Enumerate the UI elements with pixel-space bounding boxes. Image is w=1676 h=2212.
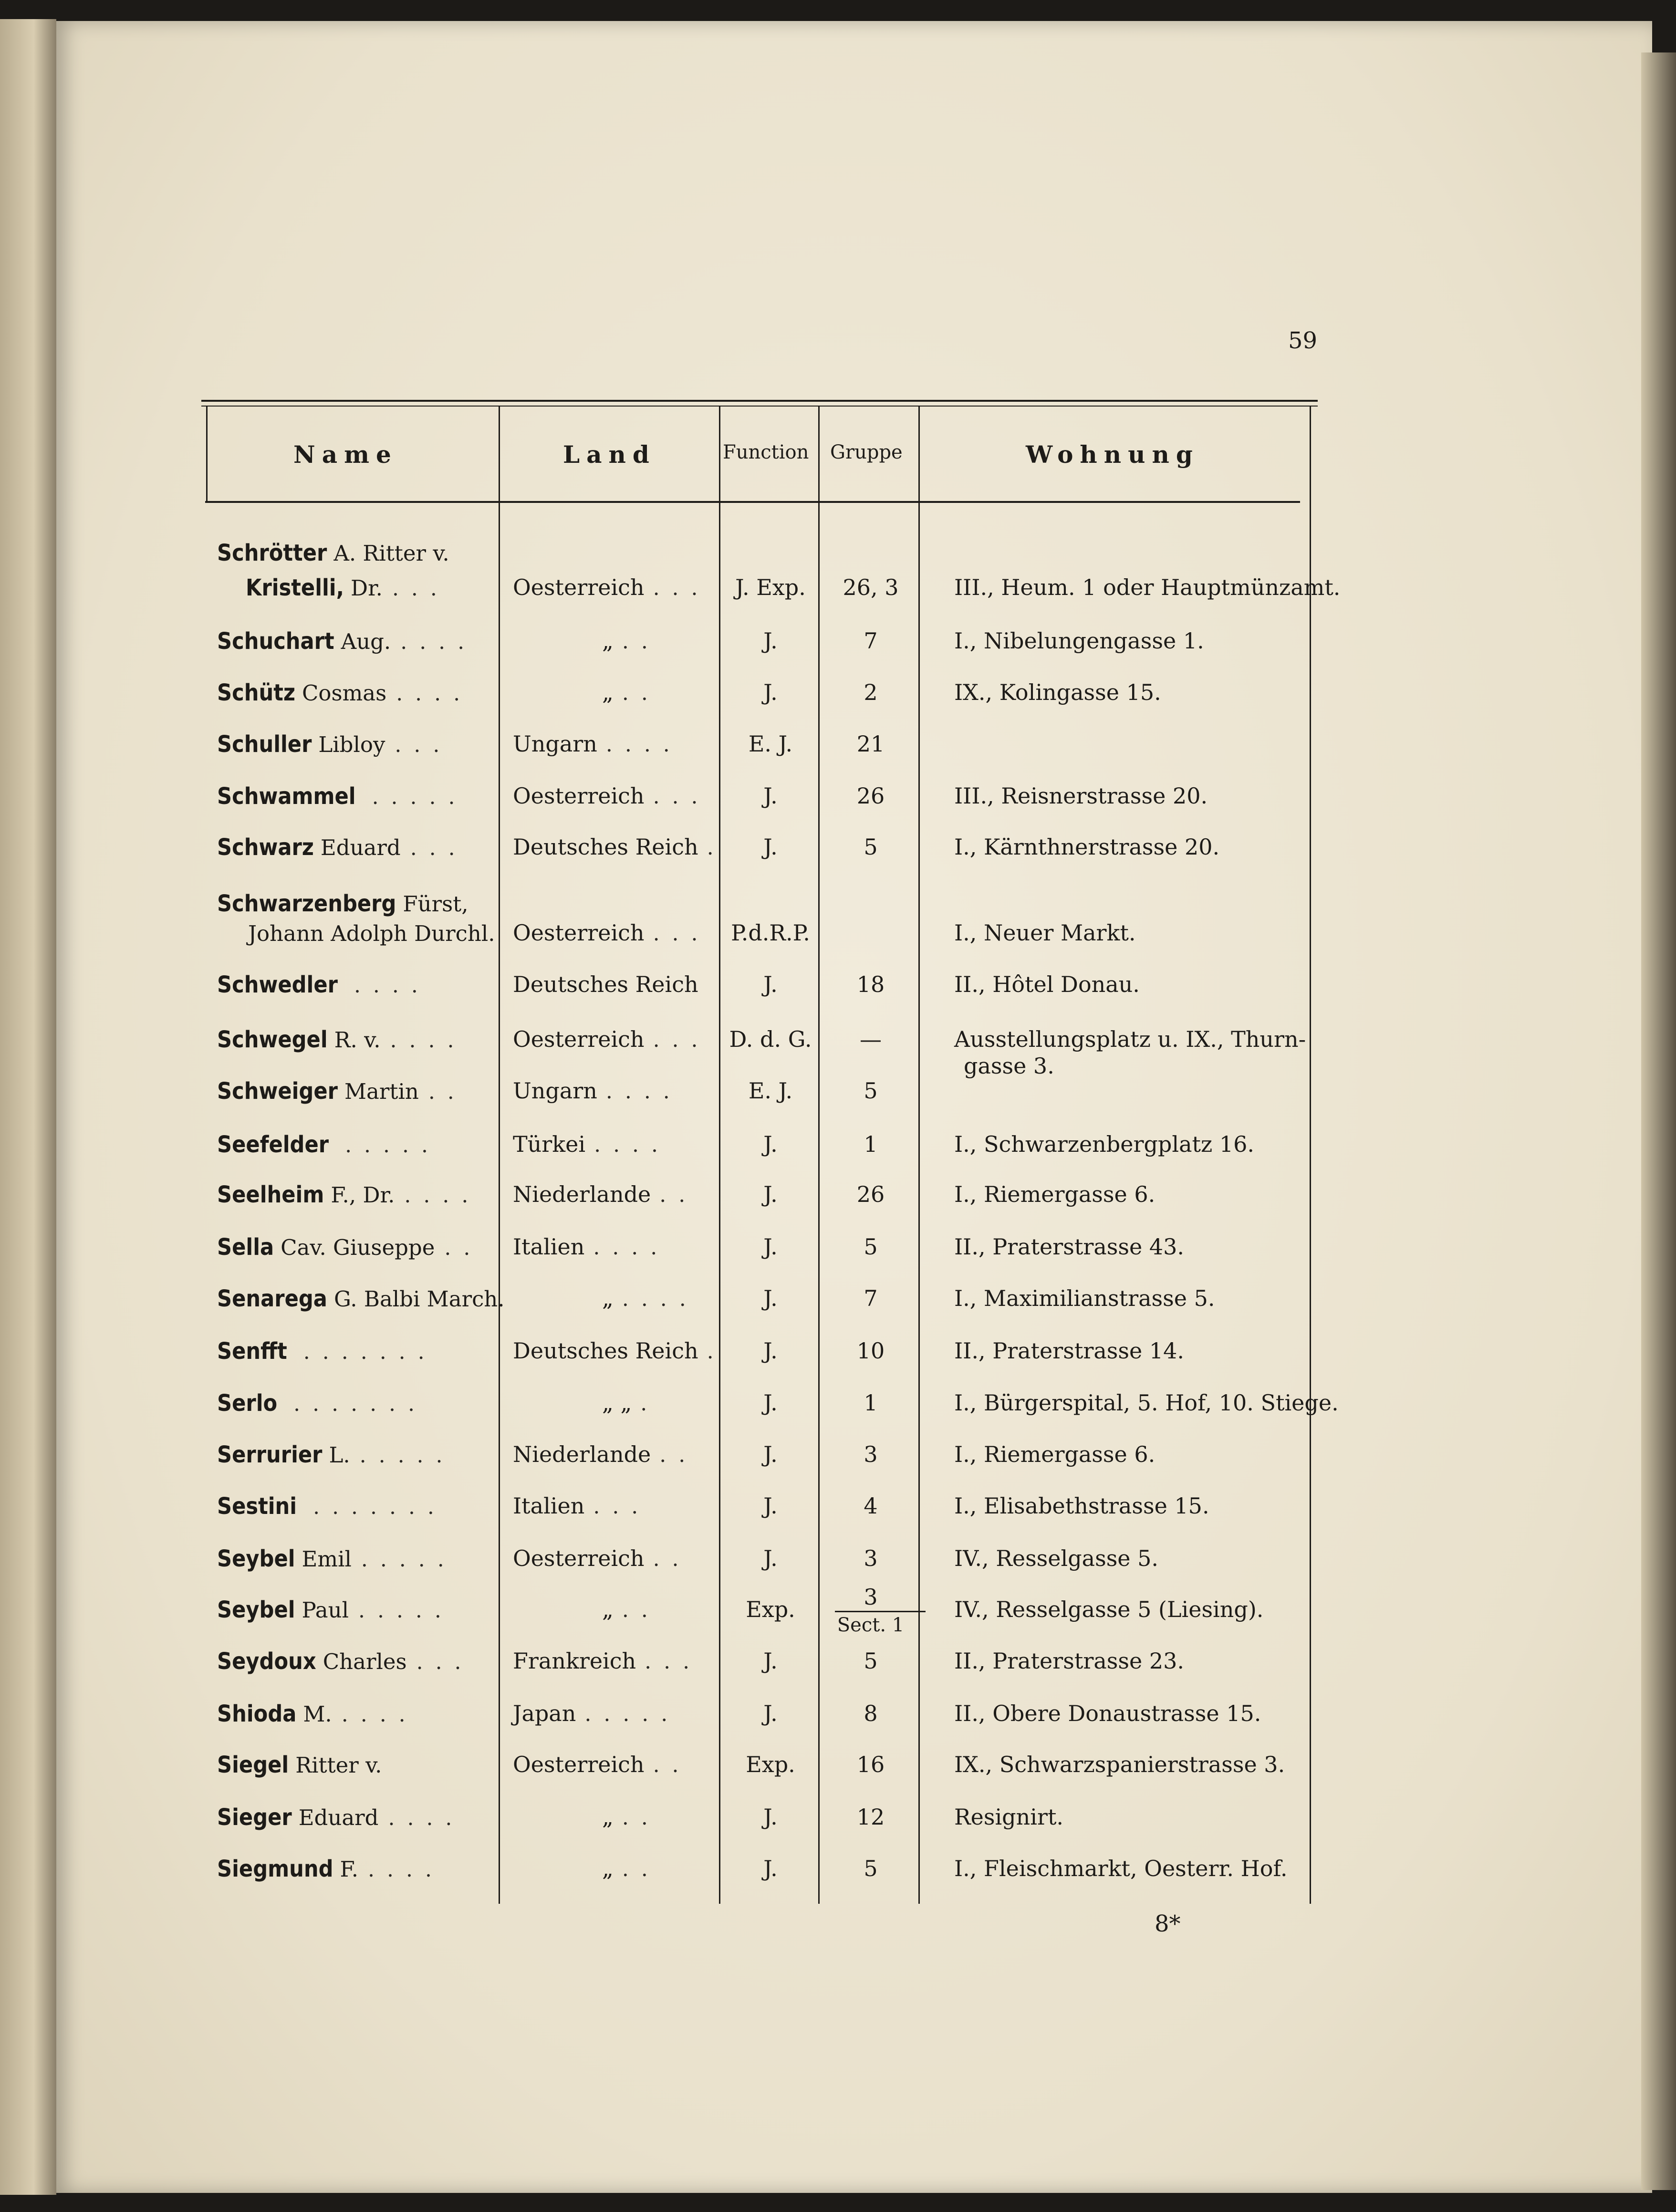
wohnung-cell: IX., Schwarzspanierstrasse 3. <box>954 1752 1285 1777</box>
function-cell: J. <box>763 1338 778 1364</box>
land: Deutsches Reich <box>513 971 698 997</box>
name-cell <box>217 1547 447 1570</box>
leader-dots: . . <box>428 1080 457 1104</box>
given-name: Cosmas <box>302 680 387 706</box>
leader-dots: . . . <box>416 1650 464 1674</box>
wohnung-cell: II., Praterstrasse 14. <box>954 1338 1184 1364</box>
land: Oesterreich <box>513 574 645 600</box>
function-cell: J. <box>763 1285 778 1311</box>
surname: Schweiger <box>217 1078 338 1105</box>
land-cell <box>513 1443 688 1466</box>
surname: Serrurier <box>217 1441 323 1468</box>
gruppe-cell: 3 <box>864 1545 878 1571</box>
land-cell <box>513 1495 641 1517</box>
given-name: R. v. <box>334 1027 381 1053</box>
leader-dots: . . <box>653 1753 682 1777</box>
land: „ <box>602 628 614 654</box>
leader-dots: . . . . <box>622 1287 689 1311</box>
wohnung-cell: III., Heum. 1 oder Hauptmünzamt. <box>954 574 1341 600</box>
land-cell <box>513 836 717 858</box>
function-cell: J. <box>763 971 778 997</box>
name-cell <box>217 1443 446 1466</box>
leader-dots: . . . . <box>390 1028 457 1053</box>
wohnung-cell: I., Bürgerspital, 5. Hof, 10. Stiege. <box>954 1390 1339 1416</box>
given-name: Eduard <box>320 835 401 860</box>
table-row <box>0 1495 1676 1528</box>
table-row <box>0 1650 1676 1683</box>
surname: Schwarz <box>217 834 314 861</box>
land-cell <box>602 681 651 704</box>
name-cell <box>217 1495 437 1518</box>
given-name: Aug. <box>341 629 391 654</box>
wohnung-cell: II., Praterstrasse 23. <box>954 1648 1184 1674</box>
given-name: Eduard <box>298 1805 379 1830</box>
header-function: Function <box>723 441 809 463</box>
name-cell <box>217 1028 457 1051</box>
table-header-rule <box>205 501 1300 503</box>
gruppe-cell: 8 <box>864 1701 878 1726</box>
header-gruppe: Gruppe <box>830 441 903 463</box>
function-cell: J. <box>763 1131 778 1157</box>
gruppe-cell: 5 <box>864 1648 878 1674</box>
land: Italien <box>513 1234 585 1260</box>
name-cell <box>217 973 421 996</box>
name-cell <box>217 1183 471 1206</box>
leader-dots: . . . . . <box>358 1598 444 1623</box>
leader-dots: . . . . . . . <box>293 1392 417 1416</box>
table-row <box>0 576 1676 610</box>
leader-dots: . . <box>444 1236 473 1260</box>
function-cell: J. <box>763 679 778 705</box>
leader-dots: . . . . . <box>584 1702 671 1726</box>
given-name: Ritter v. <box>295 1753 382 1778</box>
table-row <box>0 1857 1676 1891</box>
land-cell <box>513 1133 661 1156</box>
name-cell <box>217 1236 473 1259</box>
land: „ <box>602 679 614 705</box>
leader-dots: . . . . <box>594 1133 661 1157</box>
surname: Seelheim <box>217 1181 324 1208</box>
wohnung-cell: I., Elisabethstrasse 15. <box>954 1493 1209 1519</box>
function-cell: Exp. <box>746 1752 795 1777</box>
wohnung-cell: Ausstellungsplatz u. IX., Thurn- <box>954 1026 1306 1052</box>
surname: Schwarzenberg <box>217 890 396 917</box>
land-cell <box>513 1340 717 1362</box>
given-name: Emil <box>302 1546 352 1572</box>
land-cell <box>513 1236 660 1258</box>
leader-dots: . . . . <box>593 1235 660 1260</box>
land: Niederlande <box>513 1441 651 1467</box>
land: Oesterreich <box>513 920 645 946</box>
leader-dots: . . <box>622 1598 651 1622</box>
land-cell <box>602 1392 650 1414</box>
table-row <box>0 733 1676 766</box>
table-row <box>0 1340 1676 1373</box>
table-row <box>0 630 1676 663</box>
leader-dots: . . . . . . . <box>313 1495 437 1519</box>
land-cell <box>602 1857 651 1880</box>
surname: Senfft <box>217 1338 287 1365</box>
leader-dots: . . <box>659 1183 688 1207</box>
surname: Sella <box>217 1234 274 1261</box>
leader-dots: . . . <box>653 921 701 946</box>
wohnung-cell: II., Hôtel Donau. <box>954 971 1140 997</box>
name-cell <box>217 1287 514 1310</box>
surname: Schütz <box>217 679 295 706</box>
wohnung-cell: I., Nibelungengasse 1. <box>954 628 1204 654</box>
surname: Seydoux <box>217 1648 316 1675</box>
gruppe-cell: 4 <box>864 1493 878 1519</box>
gruppe-cell: 21 <box>856 731 885 757</box>
leader-dots: . . . . <box>605 1079 673 1104</box>
land: „ „ <box>602 1390 632 1416</box>
gruppe-cell: 26 <box>856 783 885 809</box>
gruppe-cell: 26 <box>856 1181 885 1207</box>
name-cell <box>217 836 458 859</box>
land-cell <box>513 922 701 944</box>
name-cell <box>248 922 505 945</box>
function-cell: J. <box>763 1181 778 1207</box>
function-cell: J. Exp. <box>735 574 806 600</box>
wohnung-cell: I., Maximilianstrasse 5. <box>954 1285 1215 1311</box>
leader-dots: . . . <box>395 733 443 757</box>
gruppe-cell: — <box>860 1026 882 1052</box>
gruppe-cell: 5 <box>864 1234 878 1260</box>
land: Oesterreich <box>513 783 645 809</box>
table-row <box>0 1080 1676 1113</box>
wohnung-cell: I., Fleischmarkt, Oesterr. Hof. <box>954 1856 1288 1881</box>
gruppe-cell: 5 <box>864 1078 878 1104</box>
name-cell <box>217 1857 435 1880</box>
function-cell: J. <box>763 834 778 860</box>
leader-dots: . . . . . <box>372 785 458 809</box>
table-row <box>0 836 1676 869</box>
land: „ <box>602 1596 614 1622</box>
gruppe-cell: 7 <box>864 628 878 654</box>
gruppe-cell: 3 <box>864 1441 878 1467</box>
leader-dots: . . . <box>593 1494 641 1519</box>
table-row <box>0 785 1676 818</box>
land: Frankreich <box>513 1648 636 1674</box>
name-cell <box>246 576 440 599</box>
land: Oesterreich <box>513 1545 645 1571</box>
land-cell <box>513 733 673 755</box>
leader-dots: . . . . <box>400 630 468 654</box>
land-cell <box>513 1080 673 1102</box>
function-cell: J. <box>763 1234 778 1260</box>
land: „ <box>602 1856 614 1881</box>
leader-dots: . . <box>659 1443 688 1467</box>
leader-dots: . . <box>653 1547 682 1571</box>
table-row <box>0 922 1676 955</box>
wohnung-cell: I., Neuer Markt. <box>954 920 1136 946</box>
signature-mark: 8* <box>1155 1910 1181 1937</box>
land-cell <box>513 1028 701 1051</box>
leader-dots: . . . <box>392 576 440 601</box>
wohnung-cell: IV., Resselgasse 5. <box>954 1545 1159 1571</box>
name-cell <box>217 1806 455 1829</box>
given-name: Cav. Giuseppe <box>281 1235 435 1260</box>
leader-dots: . . <box>622 681 651 705</box>
function-cell: J. <box>763 628 778 654</box>
function-cell: J. <box>763 1390 778 1416</box>
header-wohnung: Wohnung <box>1026 440 1199 469</box>
name-cell <box>217 785 458 808</box>
name-cell <box>217 681 463 704</box>
name-cell <box>217 542 459 564</box>
function-cell: J. <box>763 1701 778 1726</box>
surname: Seefelder <box>217 1131 329 1158</box>
leader-dots: . . <box>622 1805 651 1830</box>
name-cell <box>217 1702 408 1725</box>
leader-dots: . . . . <box>354 973 421 998</box>
gruppe-cell: 3 <box>864 1584 878 1610</box>
leader-dots: . . . <box>653 576 701 600</box>
table-top-rule-thin <box>201 406 1318 407</box>
table-row <box>0 1392 1676 1425</box>
land-cell <box>513 973 707 996</box>
gruppe-fraction-rule <box>835 1611 926 1612</box>
gruppe-cell: 1 <box>864 1131 878 1157</box>
function-cell: J. <box>763 1493 778 1519</box>
leader-dots: . . . <box>645 1649 693 1674</box>
leader-dots: . <box>640 1391 650 1416</box>
leader-dots: . . . . <box>404 1183 471 1208</box>
given-name: G. Balbi March. <box>333 1286 505 1312</box>
gruppe-cell: 12 <box>856 1804 885 1830</box>
land: Ungarn <box>513 731 597 757</box>
leader-dots: . . . . <box>396 681 463 706</box>
table-row <box>0 1584 1676 1636</box>
function-cell: P.d.R.P. <box>731 920 810 946</box>
given-name: Martin <box>344 1079 419 1104</box>
surname: Serlo <box>217 1390 278 1417</box>
land-cell <box>602 630 651 652</box>
land: Japan <box>513 1701 576 1726</box>
surname: Schuchart <box>217 628 334 655</box>
given-name: L. <box>329 1442 350 1468</box>
table-row <box>0 681 1676 715</box>
table-row <box>0 1702 1676 1736</box>
surname: Schwegel <box>217 1026 328 1053</box>
gruppe-section-cell: Sect. 1 <box>837 1614 905 1636</box>
wohnung-cell: I., Riemergasse 6. <box>954 1441 1156 1467</box>
leader-dots: . . . . . <box>345 1133 431 1158</box>
leader-dots: . <box>707 835 717 860</box>
surname: Schwedler <box>217 971 338 998</box>
function-cell: E. J. <box>748 1078 793 1104</box>
wohnung-cell: Resignirt. <box>954 1804 1064 1830</box>
table-row <box>0 1287 1676 1321</box>
header-land: Land <box>563 440 656 469</box>
given-name: Fürst, <box>403 891 468 917</box>
land: Ungarn <box>513 1078 597 1104</box>
function-cell: Exp. <box>746 1596 795 1622</box>
land: Deutsches Reich <box>513 834 698 860</box>
gruppe-cell: 7 <box>864 1285 878 1311</box>
name-cell <box>217 1133 431 1156</box>
function-cell: J. <box>763 1804 778 1830</box>
name-cell <box>217 630 467 653</box>
leader-dots: . . . . . <box>361 1547 447 1572</box>
land-cell <box>513 892 521 915</box>
function-cell: E. J. <box>748 731 793 757</box>
surname: Schwammel <box>217 783 356 810</box>
given-name: Charles <box>323 1649 407 1674</box>
name-cell <box>217 733 442 756</box>
leader-dots: . . . . <box>341 1702 408 1727</box>
table-row <box>0 1183 1676 1217</box>
given-name: Dr. <box>351 575 383 601</box>
land: „ <box>602 1804 614 1830</box>
gruppe-cell: 5 <box>864 1856 878 1881</box>
wohnung-cell: III., Reisnerstrasse 20. <box>954 783 1208 809</box>
wohnung-cell: I., Riemergasse 6. <box>954 1181 1156 1207</box>
leader-dots: . . . . . <box>359 1443 446 1468</box>
land-cell <box>513 785 701 807</box>
leader-dots: . . . . <box>388 1806 455 1830</box>
name-cell <box>217 1340 427 1363</box>
surname: Kristelli, <box>246 574 344 601</box>
leader-dots: . . . <box>410 836 458 860</box>
function-cell: J. <box>763 1441 778 1467</box>
table-row <box>0 1806 1676 1839</box>
table-row <box>0 1547 1676 1581</box>
leader-dots: . . <box>622 1857 651 1881</box>
table-row <box>0 1133 1676 1167</box>
table-top-rule <box>201 400 1318 402</box>
table-row <box>0 1026 1676 1079</box>
function-cell: J. <box>763 783 778 809</box>
given-name: A. Ritter v. <box>333 541 449 566</box>
name-cell <box>217 1650 464 1673</box>
leader-dots: . . . . <box>368 1857 435 1882</box>
name-cell <box>217 1753 391 1776</box>
surname: Schrötter <box>217 540 327 566</box>
function-cell: J. <box>763 1545 778 1571</box>
land-cell <box>513 1702 670 1725</box>
name-cell <box>217 1598 444 1621</box>
gruppe-cell: 26, 3 <box>843 574 899 600</box>
table-row <box>0 1443 1676 1477</box>
land-cell <box>602 1598 651 1621</box>
land: Italien <box>513 1493 585 1519</box>
given-name: Libloy <box>318 732 385 757</box>
leader-dots: . <box>707 1339 717 1364</box>
land-cell <box>602 1806 651 1828</box>
table-row <box>0 973 1676 1007</box>
function-cell: J. <box>763 1856 778 1881</box>
given-name: F. <box>340 1857 359 1882</box>
wohnung-cell: II., Praterstrasse 43. <box>954 1234 1184 1260</box>
land: Niederlande <box>513 1181 651 1207</box>
given-name: F., Dr. <box>331 1182 395 1208</box>
col-divider-left <box>206 406 208 501</box>
gruppe-cell: 1 <box>864 1390 878 1416</box>
given-name: Johann Adolph Durchl. <box>248 921 495 946</box>
land: „ <box>602 1285 614 1311</box>
gruppe-cell: 5 <box>864 834 878 860</box>
land-cell <box>602 1287 689 1310</box>
wohnung-cell: IX., Kolingasse 15. <box>954 679 1161 705</box>
gruppe-cell: 2 <box>864 679 878 705</box>
gruppe-cell: 18 <box>856 971 885 997</box>
gruppe-cell: 10 <box>856 1338 885 1364</box>
leader-dots: . . . . . . . <box>303 1340 427 1364</box>
given-name: M. <box>303 1701 332 1727</box>
name-cell <box>217 1080 457 1103</box>
leader-dots: . . . . <box>605 732 673 757</box>
surname: Sieger <box>217 1804 292 1831</box>
name-cell <box>217 892 478 915</box>
wohnung-cell: I., Schwarzenbergplatz 16. <box>954 1131 1254 1157</box>
function-cell: J. <box>763 1648 778 1674</box>
wohnung-cell: IV., Resselgasse 5 (Liesing). <box>954 1596 1264 1622</box>
surname: Siegmund <box>217 1856 333 1882</box>
land-cell <box>513 1183 688 1206</box>
leader-dots: . . . <box>653 784 701 809</box>
land-cell <box>513 1753 682 1776</box>
wohnung-continuation-cell: gasse 3. <box>964 1053 1054 1079</box>
land: Deutsches Reich <box>513 1338 698 1364</box>
surname: Shioda <box>217 1701 297 1727</box>
land-cell <box>513 1547 682 1570</box>
surname: Senarega <box>217 1285 327 1312</box>
surname: Schuller <box>217 731 312 758</box>
surname: Sestini <box>217 1493 297 1520</box>
wohnung-cell: I., Kärnthnerstrasse 20. <box>954 834 1220 860</box>
wohnung-cell: II., Obere Donaustrasse 15. <box>954 1701 1261 1726</box>
name-cell <box>217 1392 417 1415</box>
function-cell: D. d. G. <box>729 1026 812 1052</box>
table-row <box>0 542 1676 575</box>
surname: Seybel <box>217 1596 295 1623</box>
land-cell <box>513 576 701 599</box>
table-row <box>0 1236 1676 1269</box>
land-cell <box>513 542 521 564</box>
land: Türkei <box>513 1131 586 1157</box>
leader-dots: . . . <box>653 1028 701 1052</box>
land: Oesterreich <box>513 1752 645 1777</box>
gruppe-cell: 16 <box>856 1752 885 1777</box>
land-cell <box>513 1650 692 1672</box>
leader-dots: . . <box>622 629 651 654</box>
land: Oesterreich <box>513 1026 645 1052</box>
table-row <box>0 1753 1676 1787</box>
surname: Seybel <box>217 1545 295 1572</box>
surname: Siegel <box>217 1752 289 1778</box>
page-number: 59 <box>1288 327 1318 354</box>
given-name: Paul <box>302 1597 349 1623</box>
header-name: Name <box>293 440 398 469</box>
